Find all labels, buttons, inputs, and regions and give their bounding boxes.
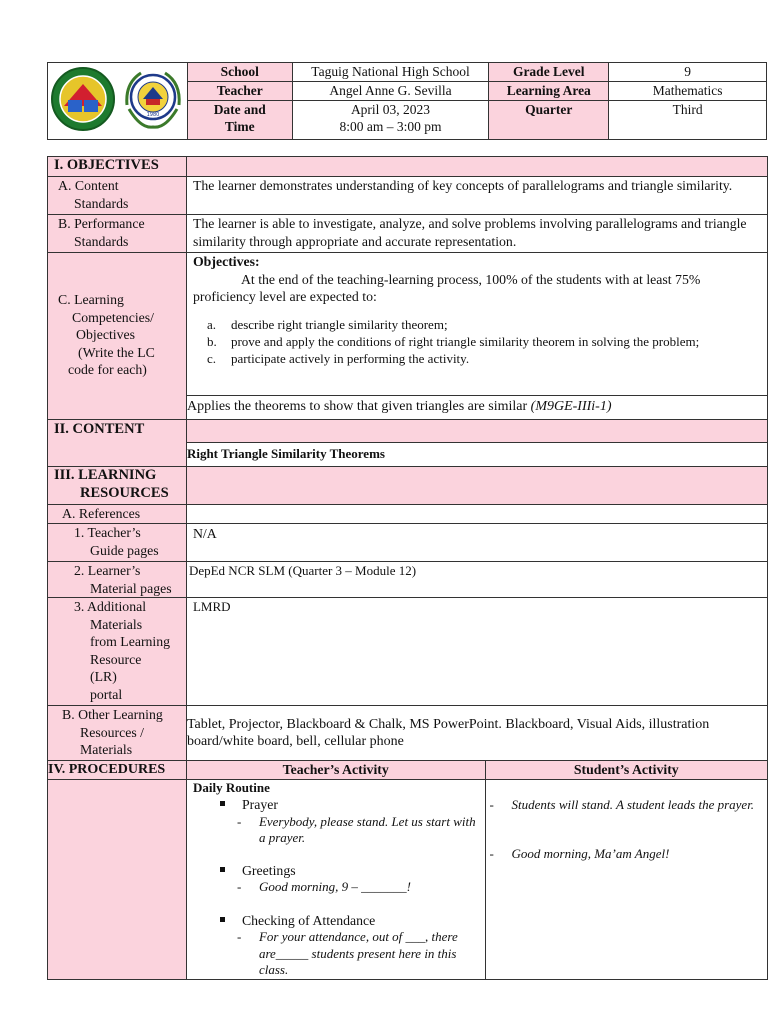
prayer-script: - Everybody, please stand. Let us start with a prayer. [236, 813, 476, 845]
deped-school-logo [50, 66, 116, 136]
references-label: A. References [48, 505, 187, 524]
logos-cell [48, 63, 188, 140]
objectives-cell [186, 253, 767, 396]
grade-label: Grade Level [489, 63, 609, 82]
teachers-guide-value: N/A [186, 524, 767, 562]
objectives-list [193, 316, 765, 367]
bullet-icon [220, 917, 228, 925]
procedures-label-fill [48, 780, 187, 980]
resources-header-fill [186, 467, 767, 505]
content-standards-label: A. Content Standards [48, 177, 187, 215]
objectives-intro: At the end of the teaching-learning process, 100% of the students with at least 75% proficiency level are expected to: [192, 271, 701, 304]
additional-materials-value: LMRD [186, 598, 767, 706]
other-resources-value: Tablet, Projector, Blackboard & Chalk, MS PowerPoint. Blackboard, Visual Aids, illustration board/white board, bell, cellular phone [186, 706, 767, 761]
content-topic: Right Triangle Similarity Theorems [186, 443, 767, 467]
performance-standards-text: The learner is able to investigate, analyze, and solve problems involving parallelograms and triangle similarity through appropriate and accurate representation. [186, 215, 767, 253]
list-item: b. prove and apply the conditions of right triangle similarity theorem in solving the problem; [206, 333, 700, 349]
teacher-value: Angel Anne G. Sevilla [292, 82, 489, 101]
content-header-fill [186, 420, 767, 443]
student-activity-header: Student’s Activity [485, 761, 767, 780]
learners-material-value: DepEd NCR SLM (Quarter 3 – Module 12) [186, 562, 767, 598]
teacher-activity-cell [186, 780, 485, 980]
content-section-title: II. CONTENT [48, 420, 187, 467]
references-value [186, 505, 767, 524]
objectives-heading: Objectives: [192, 254, 260, 269]
list-item: Greetings [217, 862, 485, 880]
school-value: Taguig National High School [292, 63, 489, 82]
grade-value: 9 [609, 63, 767, 82]
teacher-activity-header: Teacher’s Activity [186, 761, 485, 780]
student-prayer-response: - Students will stand. A student leads the prayer. [489, 797, 755, 812]
quarter-label: Quarter [489, 101, 609, 140]
objectives-header-fill [186, 157, 767, 177]
resources-section-title: III. LEARNING RESOURCES [48, 467, 187, 505]
list-item: a. describe right triangle similarity theorem; [206, 316, 448, 332]
procedures-section-title: IV. PROCEDURES [48, 761, 187, 780]
lesson-plan-table [47, 156, 768, 980]
lc-code: (M9GE-IIIi-1) [530, 399, 612, 414]
additional-materials-label: 3. Additional Materials from Learning Resource (LR) portal [48, 598, 187, 706]
daily-routine-title: Daily Routine [192, 780, 270, 795]
learning-area-label: Learning Area [489, 82, 609, 101]
student-activity-cell [485, 780, 767, 980]
date-value: April 03, 2023 8:00 am – 3:00 pm [292, 101, 489, 140]
bullet-icon [220, 867, 228, 875]
bullet-icon [220, 801, 228, 809]
tnhs-school-seal [121, 65, 185, 137]
list-item: c. participate actively in performing the activity. [206, 350, 470, 366]
learners-material-label: 2. Learner’s Material pages [48, 562, 187, 598]
attendance-script: - For your attendance, out of ___, there are_____ students present here in this class. [236, 929, 458, 977]
list-item: Prayer [217, 796, 485, 814]
teacher-label: Teacher [187, 82, 292, 101]
objectives-section-title: I. OBJECTIVES [48, 157, 187, 177]
school-label: School [187, 63, 292, 82]
svg-text:1980: 1980 [146, 112, 160, 118]
learning-area-value: Mathematics [609, 82, 767, 101]
date-label: Date and Time [187, 101, 292, 140]
greetings-script: - Good morning, 9 – _______! [236, 879, 411, 894]
student-greeting-response: - Good morning, Ma’am Angel! [489, 846, 670, 861]
lc-code-cell: Applies the theorems to show that given triangles are similar (M9GE-IIIi-1) [186, 396, 767, 420]
learning-competencies-label: C. Learning Competencies/ Objectives (Write the LC code for each) [48, 253, 187, 420]
list-item: Checking of Attendance [217, 912, 485, 930]
content-standards-text: The learner demonstrates understanding of key concepts of parallelograms and triangle similarity. [186, 177, 767, 215]
header-table [47, 62, 767, 140]
other-resources-label: B. Other Learning Resources / Materials [48, 706, 187, 761]
quarter-value: Third [609, 101, 767, 140]
performance-standards-label: B. Performance Standards [48, 215, 187, 253]
teachers-guide-label: 1. Teacher’s Guide pages [48, 524, 187, 562]
